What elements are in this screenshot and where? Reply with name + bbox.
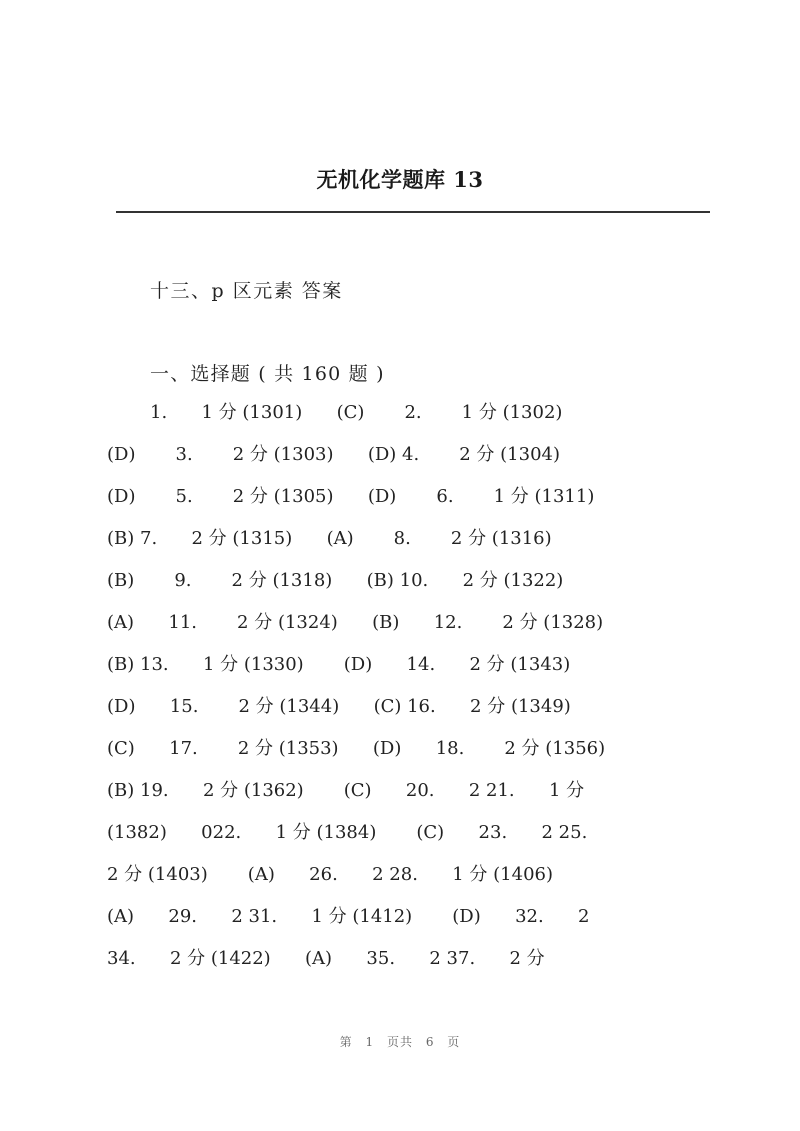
answer-line-text: (B) 13. 1 分 (1330) (D) 14. 2 分 (1343) [107,654,571,675]
answer-line-text: (1382) 022. 1 分 (1384) (C) 23. 2 25. [107,822,588,843]
answer-line-text: (B) 9. 2 分 (1318) (B) 10. 2 分 (1322) [107,570,564,591]
answer-line [0,650,800,692]
answer-line [0,776,800,818]
answer-line [0,566,800,608]
answer-line-text: (B) 19. 2 分 (1362) (C) 20. 2 21. 1 分 [107,780,585,801]
answer-line [0,440,800,482]
footer-suffix: 页 [447,1035,461,1049]
footer-total-pages: 6 [425,1035,435,1049]
answer-line [0,860,800,902]
section-heading: 十三、p 区元素 答案 [150,280,343,302]
answer-line [0,524,800,566]
answer-line [0,398,800,440]
answer-line-text: (D) 3. 2 分 (1303) (D) 4. 2 分 (1304) [107,444,561,465]
answer-line-text: (A) 29. 2 31. 1 分 (1412) (D) 32. 2 [107,906,590,927]
answer-line [0,734,800,776]
answer-line-text: (A) 11. 2 分 (1324) (B) 12. 2 分 (1328) [107,612,604,633]
answer-line-text: (B) 7. 2 分 (1315) (A) 8. 2 分 (1316) [107,528,552,549]
answer-line-text: (D) 5. 2 分 (1305) (D) 6. 1 分 (1311) [107,486,595,507]
answer-line-text: 34. 2 分 (1422) (A) 35. 2 37. 2 分 [107,948,545,969]
answer-line-text: (C) 17. 2 分 (1353) (D) 18. 2 分 (1356) [107,738,606,759]
answer-line [0,482,800,524]
footer-mid: 页共 [386,1035,413,1049]
answer-line [0,818,800,860]
answer-line-text: 1. 1 分 (1301) (C) 2. 1 分 (1302) [150,402,563,423]
document-title: 无机化学题库 13 [316,167,484,192]
answer-line-text: (D) 15. 2 分 (1344) (C) 16. 2 分 (1349) [107,696,571,717]
answer-line-text: 2 分 (1403) (A) 26. 2 28. 1 分 (1406) [107,864,554,885]
footer-page-number: 1 [365,1035,375,1049]
answer-line [0,902,800,944]
footer-prefix: 第 [339,1035,353,1049]
page-footer [0,1033,800,1050]
answer-line [0,944,800,986]
subsection-heading: 一、选择题 ( 共 160 题 ) [150,363,385,385]
answer-line [0,692,800,734]
title-divider [116,211,710,213]
answer-line [0,608,800,650]
